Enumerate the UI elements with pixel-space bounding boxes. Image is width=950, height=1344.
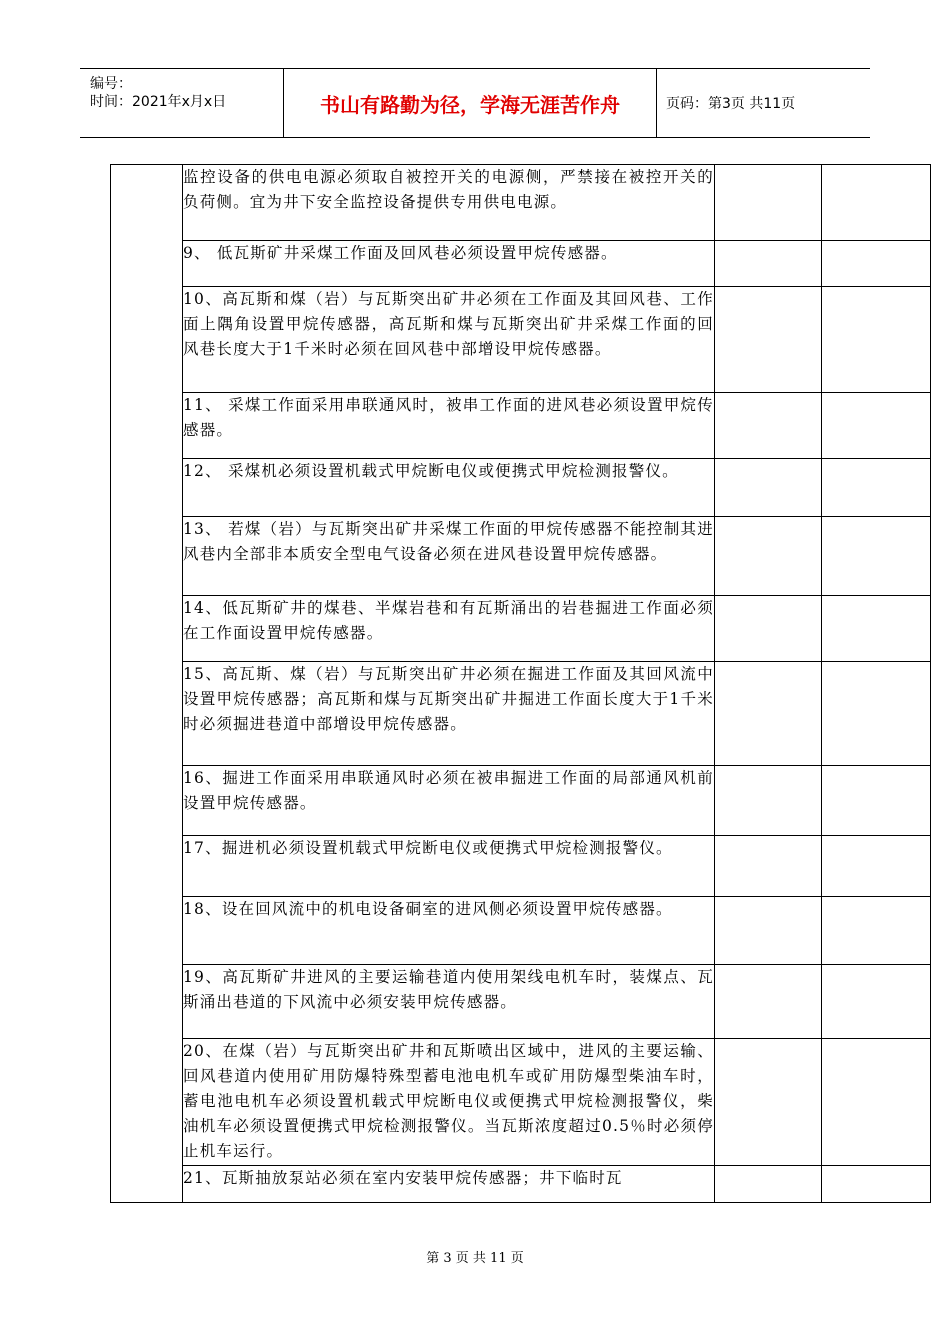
requirement-text: 17、掘进机必须设置机载式甲烷断电仪或便携式甲烷检测报警仪。 xyxy=(183,836,715,897)
requirement-text: 11、 采煤工作面采用串联通风时，被串工作面的进风巷必须设置甲烷传感器。 xyxy=(183,393,715,459)
remark-cell xyxy=(822,1166,931,1203)
check-cell xyxy=(715,596,822,662)
check-cell xyxy=(715,662,822,766)
requirement-text: 20、在煤（岩）与瓦斯突出矿井和瓦斯喷出区域中，进风的主要运输、回风巷道内使用矿用防爆特殊型蓄电池电机车或矿用防爆型柴油车时，蓄电池电机车必须设置机载式甲烷断电仪或便携式甲烷检测报警仪，柴油机车必须设置便携式甲烷检测报警仪。当瓦斯浓度超过0.5％时必须停止机车运行。 xyxy=(183,1039,715,1166)
requirement-text: 监控设备的供电电源必须取自被控开关的电源侧，严禁接在被控开关的负荷侧。宜为井下安全监控设备提供专用供电电源。 xyxy=(183,165,715,241)
table-row xyxy=(111,1039,931,1166)
header-meta xyxy=(80,69,283,137)
category-cell xyxy=(111,165,183,1203)
check-cell xyxy=(715,1166,822,1203)
document-number-label: 编号： xyxy=(90,76,132,92)
table-row xyxy=(111,662,931,766)
remark-cell xyxy=(822,287,931,393)
table-row xyxy=(111,766,931,836)
check-cell xyxy=(715,836,822,897)
table-row xyxy=(111,836,931,897)
check-cell xyxy=(715,241,822,287)
requirement-text: 9、 低瓦斯矿井采煤工作面及回风巷必须设置甲烷传感器。 xyxy=(183,241,715,287)
check-cell xyxy=(715,393,822,459)
page-header xyxy=(80,68,870,138)
requirement-text: 10、高瓦斯和煤（岩）与瓦斯突出矿井必须在工作面及其回风巷、工作面上隅角设置甲烷传感器，高瓦斯和煤与瓦斯突出矿井采煤工作面的回风巷长度大于1千米时必须在回风巷中部增设甲烷传感器。 xyxy=(183,287,715,393)
requirement-text: 12、 采煤机必须设置机载式甲烷断电仪或便携式甲烷检测报警仪。 xyxy=(183,459,715,517)
remark-cell xyxy=(822,596,931,662)
remark-cell xyxy=(822,1039,931,1166)
table-row xyxy=(111,517,931,596)
table-row xyxy=(111,965,931,1039)
table-row xyxy=(111,287,931,393)
remark-cell xyxy=(822,517,931,596)
header-motto: 书山有路勤为径，学海无涯苦作舟 xyxy=(283,69,657,137)
table-row xyxy=(111,241,931,287)
remark-cell xyxy=(822,836,931,897)
header-page-info: 页码：第3页 共11页 xyxy=(666,96,796,112)
requirement-text: 19、高瓦斯矿井进风的主要运输巷道内使用架线电机车时，装煤点、瓦斯涌出巷道的下风流中必须安装甲烷传感器。 xyxy=(183,965,715,1039)
remark-cell xyxy=(822,241,931,287)
table-row xyxy=(111,459,931,517)
remark-cell xyxy=(822,965,931,1039)
table-row xyxy=(111,165,931,241)
table-row xyxy=(111,897,931,965)
remark-cell xyxy=(822,662,931,766)
requirement-text: 14、低瓦斯矿井的煤巷、半煤岩巷和有瓦斯涌出的岩巷掘进工作面必须在工作面设置甲烷传感器。 xyxy=(183,596,715,662)
requirement-text: 18、设在回风流中的机电设备硐室的进风侧必须设置甲烷传感器。 xyxy=(183,897,715,965)
remark-cell xyxy=(822,393,931,459)
check-cell xyxy=(715,165,822,241)
check-cell xyxy=(715,517,822,596)
page-footer: 第 3 页 共 11 页 xyxy=(426,1251,524,1266)
document-date: 时间：2021年x月x日 xyxy=(90,94,227,110)
requirement-text: 21、瓦斯抽放泵站必须在室内安装甲烷传感器；井下临时瓦 xyxy=(183,1166,715,1203)
remark-cell xyxy=(822,897,931,965)
check-cell xyxy=(715,1039,822,1166)
table-row xyxy=(111,596,931,662)
check-cell xyxy=(715,459,822,517)
remark-cell xyxy=(822,165,931,241)
requirement-text: 16、掘进工作面采用串联通风时必须在被串掘进工作面的局部通风机前设置甲烷传感器。 xyxy=(183,766,715,836)
requirement-text: 13、 若煤（岩）与瓦斯突出矿井采煤工作面的甲烷传感器不能控制其进风巷内全部非本质安全型电气设备必须在进风巷设置甲烷传感器。 xyxy=(183,517,715,596)
checklist-table xyxy=(110,164,931,1203)
table-row xyxy=(111,393,931,459)
requirement-text: 15、高瓦斯、煤（岩）与瓦斯突出矿井必须在掘进工作面及其回风流中设置甲烷传感器；高瓦斯和煤与瓦斯突出矿井掘进工作面长度大于1千米时必须掘进巷道中部增设甲烷传感器。 xyxy=(183,662,715,766)
check-cell xyxy=(715,965,822,1039)
check-cell xyxy=(715,287,822,393)
table-row xyxy=(111,1166,931,1203)
check-cell xyxy=(715,766,822,836)
remark-cell xyxy=(822,766,931,836)
check-cell xyxy=(715,897,822,965)
remark-cell xyxy=(822,459,931,517)
